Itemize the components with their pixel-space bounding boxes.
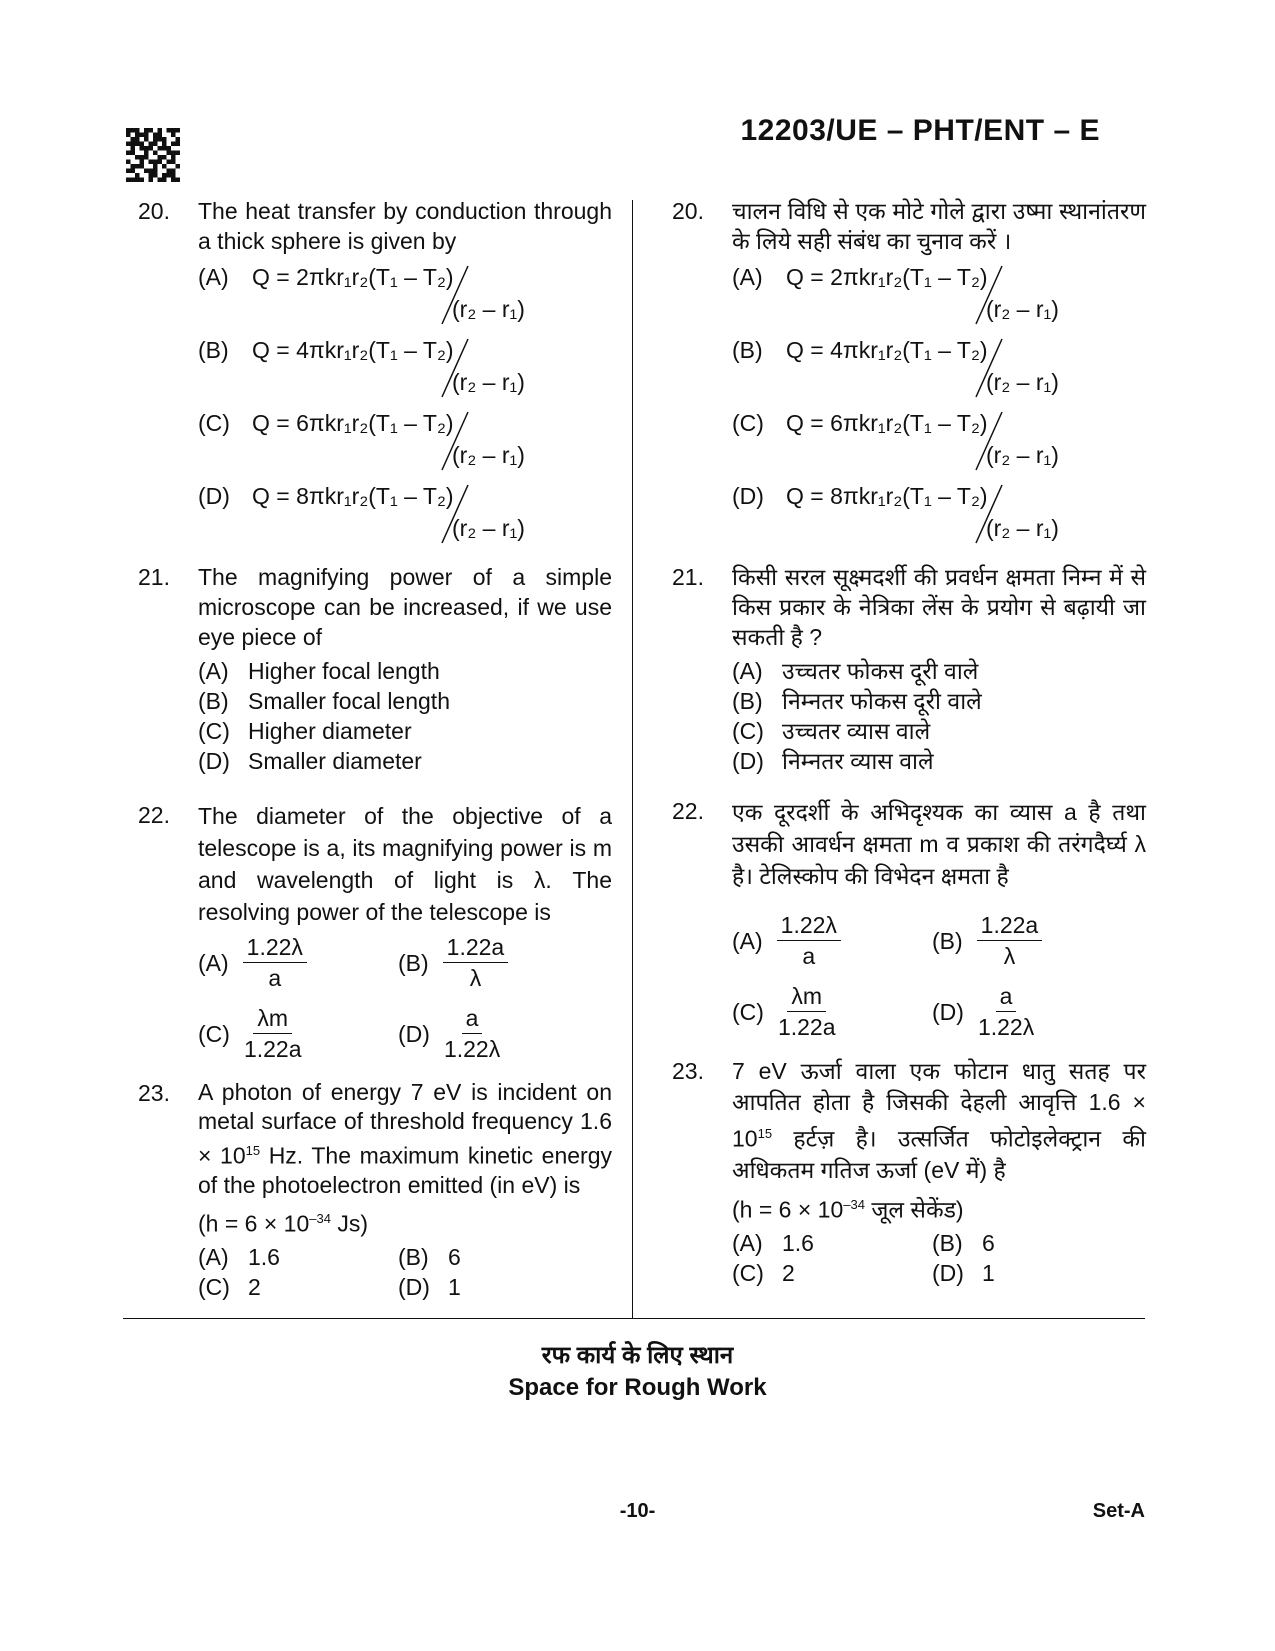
question-text: The diameter of the objective of a telescope is a, its magnifying power is m and wavelength of light is λ. The resolving power of the telescope is — [198, 803, 612, 925]
option-a[interactable] — [732, 910, 932, 971]
option-label: (B) — [198, 337, 229, 363]
fraction — [243, 932, 307, 993]
option-text: 6 — [982, 1230, 995, 1257]
fraction-top: a — [996, 981, 1017, 1012]
option-d[interactable] — [732, 475, 1146, 548]
option-text: 2 — [248, 1274, 261, 1301]
option-label: (B) — [198, 688, 229, 714]
question-number: 21. — [138, 564, 170, 590]
fraction-bottom: λ — [469, 965, 482, 991]
option-text: Smaller focal length — [248, 688, 450, 714]
rough-work-label-english: Space for Rough Work — [508, 1374, 767, 1401]
question-number: 22. — [138, 802, 170, 828]
option-label: (C) — [198, 718, 230, 744]
formula-numerator: Q = 2πkr₁r₂(T₁ – T₂) — [252, 264, 454, 290]
formula-numerator: Q = 8πkr₁r₂(T₁ – T₂) — [252, 483, 454, 509]
options — [198, 932, 612, 1064]
question-number: 23. — [138, 1080, 170, 1106]
question-text: एक दूरदर्शी के अभिदृश्यक का व्यास a है तथा उसकी आवर्धन क्षमता m व प्रकाश की तरंगदैर्घ्य λ है। टेलिस्कोप की विभेदन क्षमता है — [732, 799, 1146, 889]
formula-numerator: Q = 2πkr₁r₂(T₁ – T₂) — [786, 264, 988, 290]
option-d[interactable] — [398, 1003, 598, 1064]
option-b[interactable] — [732, 686, 1146, 716]
formula-denominator: (r₂ – r₁) — [452, 369, 525, 395]
option-a[interactable] — [198, 932, 398, 993]
option-label: (A) — [732, 1230, 763, 1257]
formula-denominator: (r₂ – r₁) — [986, 442, 1059, 468]
formula-denominator: (r₂ – r₁) — [452, 296, 525, 322]
options — [138, 256, 612, 548]
option-b[interactable] — [198, 686, 612, 716]
question-text: The magnifying power of a simple microscope can be increased, if we use eye piece of — [198, 564, 612, 650]
option-label: (D) — [398, 1274, 430, 1301]
question-22-en — [138, 800, 612, 1064]
option-label: (A) — [732, 658, 763, 684]
formula-numerator: Q = 4πkr₁r₂(T₁ – T₂) — [786, 337, 988, 363]
option-a[interactable] — [732, 1228, 932, 1258]
option-text: 1.6 — [248, 1244, 280, 1271]
text-part: जूल सेकेंड) — [864, 1196, 964, 1223]
option-label: (C) — [732, 718, 764, 744]
question-number: 22. — [672, 798, 704, 824]
option-b[interactable] — [198, 329, 612, 402]
option-a[interactable] — [198, 256, 612, 329]
option-label: (A) — [198, 949, 229, 976]
exponent: 15 — [757, 1126, 773, 1141]
option-label: (B) — [932, 927, 963, 954]
fraction-top: 1.22a — [443, 932, 509, 963]
option-a[interactable] — [732, 656, 1146, 686]
fraction-bottom: a — [268, 965, 282, 991]
page-number: -10- — [619, 1500, 656, 1522]
question-text: The heat transfer by conduction through a thick sphere is given by — [198, 198, 612, 254]
fraction-top: a — [462, 1003, 483, 1034]
option-d[interactable] — [398, 1272, 598, 1302]
question-20-hi — [672, 196, 1146, 548]
option-text: Smaller diameter — [248, 748, 422, 774]
options — [732, 1228, 1146, 1288]
hindi-column — [672, 196, 1146, 1302]
option-c[interactable] — [732, 1258, 932, 1288]
exponent: –34 — [309, 1210, 331, 1226]
option-d[interactable] — [732, 746, 1146, 776]
question-number: 20. — [672, 198, 704, 224]
option-b[interactable] — [732, 329, 1146, 402]
fraction — [977, 910, 1043, 971]
formula-numerator: Q = 8πkr₁r₂(T₁ – T₂) — [786, 483, 988, 509]
fraction-top: 1.22λ — [777, 910, 841, 941]
option-label: (B) — [732, 688, 763, 714]
option-c[interactable] — [198, 1272, 398, 1302]
text-part: A photon of energy 7 eV is incident on metal surface of threshold frequency 1.6 × 10 — [198, 1079, 612, 1169]
paper-code: 12203/UE – PHT/ENT – E — [740, 114, 1100, 147]
fraction-top: λm — [787, 981, 826, 1012]
option-c[interactable] — [198, 402, 612, 475]
option-label: (B) — [732, 337, 763, 363]
question-number: 21. — [672, 564, 704, 590]
question-text: किसी सरल सूक्ष्मदर्शी की प्रवर्धन क्षमता निम्न में से किस प्रकार के नेत्रिका लेंस के प्रयोग से बढ़ायी जा सकती है ? — [732, 564, 1146, 650]
set-label: Set-A — [1092, 1500, 1145, 1522]
formula-denominator: (r₂ – r₁) — [986, 515, 1059, 541]
option-text: 2 — [782, 1260, 795, 1287]
formula-numerator: Q = 6πkr₁r₂(T₁ – T₂) — [786, 410, 988, 436]
question-23-en — [138, 1078, 612, 1302]
option-label: (C) — [198, 1020, 230, 1047]
option-c[interactable] — [732, 981, 932, 1042]
question-21-en — [138, 562, 612, 776]
option-text: निम्नतर फोकस दूरी वाले — [782, 688, 982, 714]
formula-denominator: (r₂ – r₁) — [986, 296, 1059, 322]
option-label: (C) — [198, 410, 230, 436]
option-label: (B) — [398, 1244, 429, 1271]
options — [198, 656, 612, 776]
text-part: Hz. The maximum kinetic energy of the photoelectron emitted (in eV) is — [198, 1142, 613, 1198]
fraction-top: 1.22a — [977, 910, 1043, 941]
option-c[interactable] — [198, 1003, 398, 1064]
option-label: (D) — [732, 483, 764, 509]
question-number: 23. — [672, 1058, 704, 1084]
planck-constant — [198, 1204, 612, 1239]
formula-denominator: (r₂ – r₁) — [452, 442, 525, 468]
option-label: (A) — [198, 1244, 229, 1271]
option-text: उच्चतर फोकस दूरी वाले — [782, 658, 979, 684]
question-text — [198, 1078, 612, 1200]
question-23-hi — [672, 1056, 1146, 1288]
option-label: (C) — [732, 410, 764, 436]
option-label: (D) — [198, 483, 230, 509]
option-b[interactable] — [932, 1228, 1132, 1258]
fraction-bottom: 1.22a — [777, 1014, 836, 1040]
option-label: (C) — [732, 998, 764, 1025]
text-part: (h = 6 × 10 — [732, 1196, 844, 1223]
text-part: हर्टज़ है। उत्सर्जित फोटोइलेक्ट्रान की अधिकतम गतिज ऊर्जा (eV में) है — [732, 1125, 1146, 1183]
option-text: 1 — [982, 1260, 995, 1287]
formula-denominator: (r₂ – r₁) — [986, 369, 1059, 395]
option-label: (A) — [198, 264, 229, 290]
option-a[interactable] — [732, 256, 1146, 329]
exponent: –34 — [843, 1196, 865, 1212]
fraction-bottom: a — [802, 943, 816, 969]
fraction — [244, 1003, 302, 1064]
option-label: (A) — [732, 264, 763, 290]
option-text: उच्चतर व्यास वाले — [782, 718, 931, 744]
option-label: (D) — [732, 748, 764, 774]
formula-numerator: Q = 4πkr₁r₂(T₁ – T₂) — [252, 337, 454, 363]
option-c[interactable] — [198, 716, 612, 746]
fraction — [778, 981, 836, 1042]
option-label: (B) — [398, 949, 429, 976]
option-text: निम्नतर व्यास वाले — [782, 748, 934, 774]
options — [732, 910, 1146, 1042]
option-label: (D) — [932, 998, 964, 1025]
question-text: चालन विधि से एक मोटे गोले द्वारा उष्मा स्थानांतरण के लिये सही संबंध का चुनाव करें । — [732, 198, 1146, 254]
option-b[interactable] — [398, 932, 598, 993]
option-c[interactable] — [732, 716, 1146, 746]
qr-code — [126, 128, 180, 182]
option-label: (D) — [398, 1020, 430, 1047]
fraction — [444, 1003, 500, 1064]
option-text: 1.6 — [782, 1230, 814, 1257]
option-d[interactable] — [198, 475, 612, 548]
option-label: (A) — [732, 927, 763, 954]
question-text — [732, 1056, 1146, 1186]
option-label: (D) — [932, 1260, 964, 1287]
fraction-bottom: 1.22λ — [443, 1036, 501, 1062]
question-22-hi — [672, 796, 1146, 1042]
options — [672, 256, 1146, 548]
formula-denominator: (r₂ – r₁) — [452, 515, 525, 541]
column-divider — [632, 200, 633, 1318]
planck-constant — [732, 1190, 1146, 1225]
option-label: (C) — [732, 1260, 764, 1287]
option-label: (D) — [198, 748, 230, 774]
option-b[interactable] — [398, 1242, 598, 1272]
option-label: (C) — [198, 1274, 230, 1301]
option-label: (A) — [198, 658, 229, 684]
question-21-hi — [672, 562, 1146, 776]
fraction — [978, 981, 1034, 1042]
option-text: 1 — [448, 1274, 461, 1301]
text-part: 7 eV ऊर्जा वाला एक फोटान धातु सतह पर आपतित होता है जिसकी देहली आवृत्ति 1.6 × 10 — [732, 1058, 1146, 1152]
fraction-bottom: λ — [1003, 943, 1016, 969]
fraction-bottom: 1.22λ — [977, 1014, 1035, 1040]
text-part: (h = 6 × 10 — [198, 1210, 310, 1237]
fraction — [443, 932, 509, 993]
fraction — [777, 910, 841, 971]
text-part: Js) — [330, 1210, 369, 1237]
option-d[interactable] — [198, 746, 612, 776]
exponent: 15 — [245, 1143, 261, 1158]
bottom-rule — [123, 1318, 1145, 1319]
option-text: Higher diameter — [248, 718, 412, 744]
fraction-bottom: 1.22a — [243, 1036, 302, 1062]
option-d[interactable] — [932, 1258, 1132, 1288]
option-a[interactable] — [198, 1242, 398, 1272]
fraction-top: 1.22λ — [243, 932, 307, 963]
option-d[interactable] — [932, 981, 1132, 1042]
option-b[interactable] — [932, 910, 1132, 971]
fraction-top: λm — [253, 1003, 292, 1034]
options — [732, 656, 1146, 776]
formula-numerator: Q = 6πkr₁r₂(T₁ – T₂) — [252, 410, 454, 436]
question-number: 20. — [138, 198, 170, 224]
option-a[interactable] — [198, 656, 612, 686]
option-text: Higher focal length — [248, 658, 440, 684]
option-text: 6 — [448, 1244, 461, 1271]
english-column — [138, 196, 612, 1316]
options — [198, 1242, 612, 1302]
option-c[interactable] — [732, 402, 1146, 475]
rough-work-label-hindi: रफ कार्य के लिए स्थान — [541, 1342, 734, 1369]
question-20-en — [138, 196, 612, 548]
option-label: (B) — [932, 1230, 963, 1257]
